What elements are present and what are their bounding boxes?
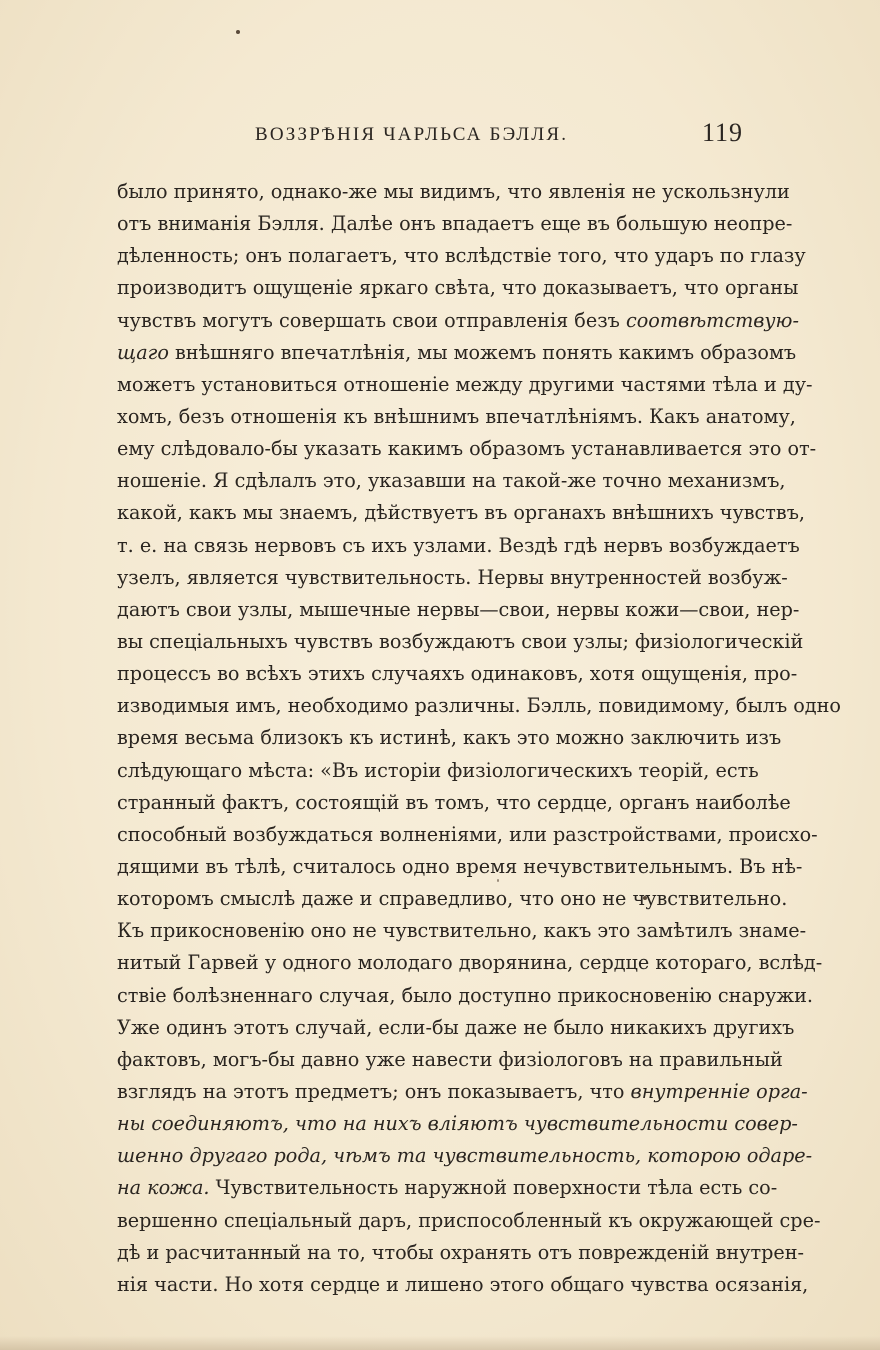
text-line: хомъ, безъ отношенія къ внѣшнимъ впечатлѣніямъ. Какъ анатому, bbox=[117, 404, 796, 428]
text-line: нія части. Но хотя сердце и лишено этого общаго чувства осязанія, bbox=[117, 1272, 809, 1296]
text-line: фактовъ, могъ-бы давно уже навести физіологовъ на правильный bbox=[117, 1047, 783, 1071]
text-line: взглядъ на этотъ предметъ; онъ показываетъ, что внутренніе орга- bbox=[117, 1079, 808, 1103]
text-line: шенно другаго рода, чѣмъ та чувствительность, которою одаре- bbox=[117, 1144, 813, 1168]
text-line: было принято, однако-же мы видимъ, что явленія не ускользнули bbox=[117, 180, 790, 203]
text-line: ему слѣдовало-бы указать какимъ образомъ устанавливается это от- bbox=[117, 437, 817, 461]
text-line: процессъ во всѣхъ этихъ случаяхъ одинаковъ, хотя ощущенія, про- bbox=[117, 662, 798, 686]
text-line: ны соединяютъ, что на нихъ вліяютъ чувствительности совер- bbox=[117, 1112, 798, 1136]
text-line: Уже одинъ этотъ случай, если-бы даже не было никакихъ другихъ bbox=[117, 1015, 795, 1039]
text-line: ствіе болѣзненнаго случая, было доступно прикосновенію снаружи. bbox=[117, 983, 813, 1007]
page-edge bbox=[0, 1336, 880, 1350]
text-line: которомъ смыслѣ даже и справедливо, что оно не чувствительно. bbox=[117, 887, 788, 911]
text-line: дѣ и расчитанный на то, чтобы охранять отъ поврежденій внутрен- bbox=[117, 1240, 805, 1264]
text-line: вы спеціальныхъ чувствъ возбуждаютъ свои узлы; физіологическій bbox=[117, 629, 804, 653]
text-line: какой, какъ мы знаемъ, дѣйствуетъ въ органахъ внѣшнихъ чувствъ, bbox=[117, 501, 806, 525]
text-line: т. е. на связь нервовъ съ ихъ узлами. Вездѣ гдѣ нервъ возбуждаетъ bbox=[117, 533, 800, 557]
text-line: отъ вниманія Бэлля. Далѣе онъ впадаетъ еще въ большую неопре- bbox=[117, 212, 793, 236]
text-line: изводимыя имъ, необходимо различны. Бэлль, повидимому, былъ одно bbox=[117, 694, 841, 718]
text-line: нитый Гарвей у одного молодаго дворянина, сердце котораго, вслѣд- bbox=[117, 951, 823, 975]
text-line: чувствъ могутъ совершать свои отправленія безъ соотвѣтствую- bbox=[117, 308, 799, 332]
text-line: производитъ ощущеніе яркаго свѣта, что доказываетъ, что органы bbox=[117, 276, 799, 300]
text-line: вершенно спеціальный даръ, приспособленный къ окружающей сре- bbox=[117, 1208, 821, 1232]
text-line: даютъ свои узлы, мышечные нервы—свои, нервы кожи—свои, нер- bbox=[117, 597, 800, 621]
text-line: слѣдующаго мѣста: «Въ исторіи физіологическихъ теорій, есть bbox=[117, 758, 759, 782]
body-text bbox=[117, 176, 841, 1301]
text-line: дѣленность; онъ полагаетъ, что вслѣдствіе того, что ударъ по глазу bbox=[117, 244, 806, 268]
text-line: способный возбуждаться волненіями, или разстройствами, происхо- bbox=[117, 822, 818, 846]
text-line: странный фактъ, состоящій въ томъ, что сердце, органъ наиболѣе bbox=[117, 790, 791, 814]
text-line: на кожа. Чувствительность наружной поверхности тѣла есть со- bbox=[117, 1176, 778, 1200]
page-header bbox=[0, 120, 880, 150]
ink-speck bbox=[236, 30, 240, 34]
page-number: 119 bbox=[702, 118, 744, 147]
running-title: ВОЗЗРѢНІЯ ЧАРЛЬСА БЭЛЛЯ. bbox=[255, 124, 569, 145]
text-line: дящими въ тѣлѣ, считалось одно время нечувствительнымъ. Въ нѣ- bbox=[117, 854, 803, 878]
text-line: узелъ, является чувствительность. Нервы внутренностей возбуж- bbox=[117, 565, 788, 589]
text-line: щаго внѣшняго впечатлѣнія, мы можемъ понять какимъ образомъ bbox=[117, 340, 797, 364]
text-line: ношеніе. Я сдѣлалъ это, указавши на такой-же точно механизмъ, bbox=[117, 469, 786, 493]
text-line: время весьма близокъ къ истинѣ, какъ это можно заключить изъ bbox=[117, 726, 782, 750]
text-line: можетъ установиться отношеніе между другими частями тѣла и ду- bbox=[117, 372, 813, 396]
text-line: Къ прикосновенію оно не чувствительно, какъ это замѣтилъ знаме- bbox=[117, 919, 807, 943]
